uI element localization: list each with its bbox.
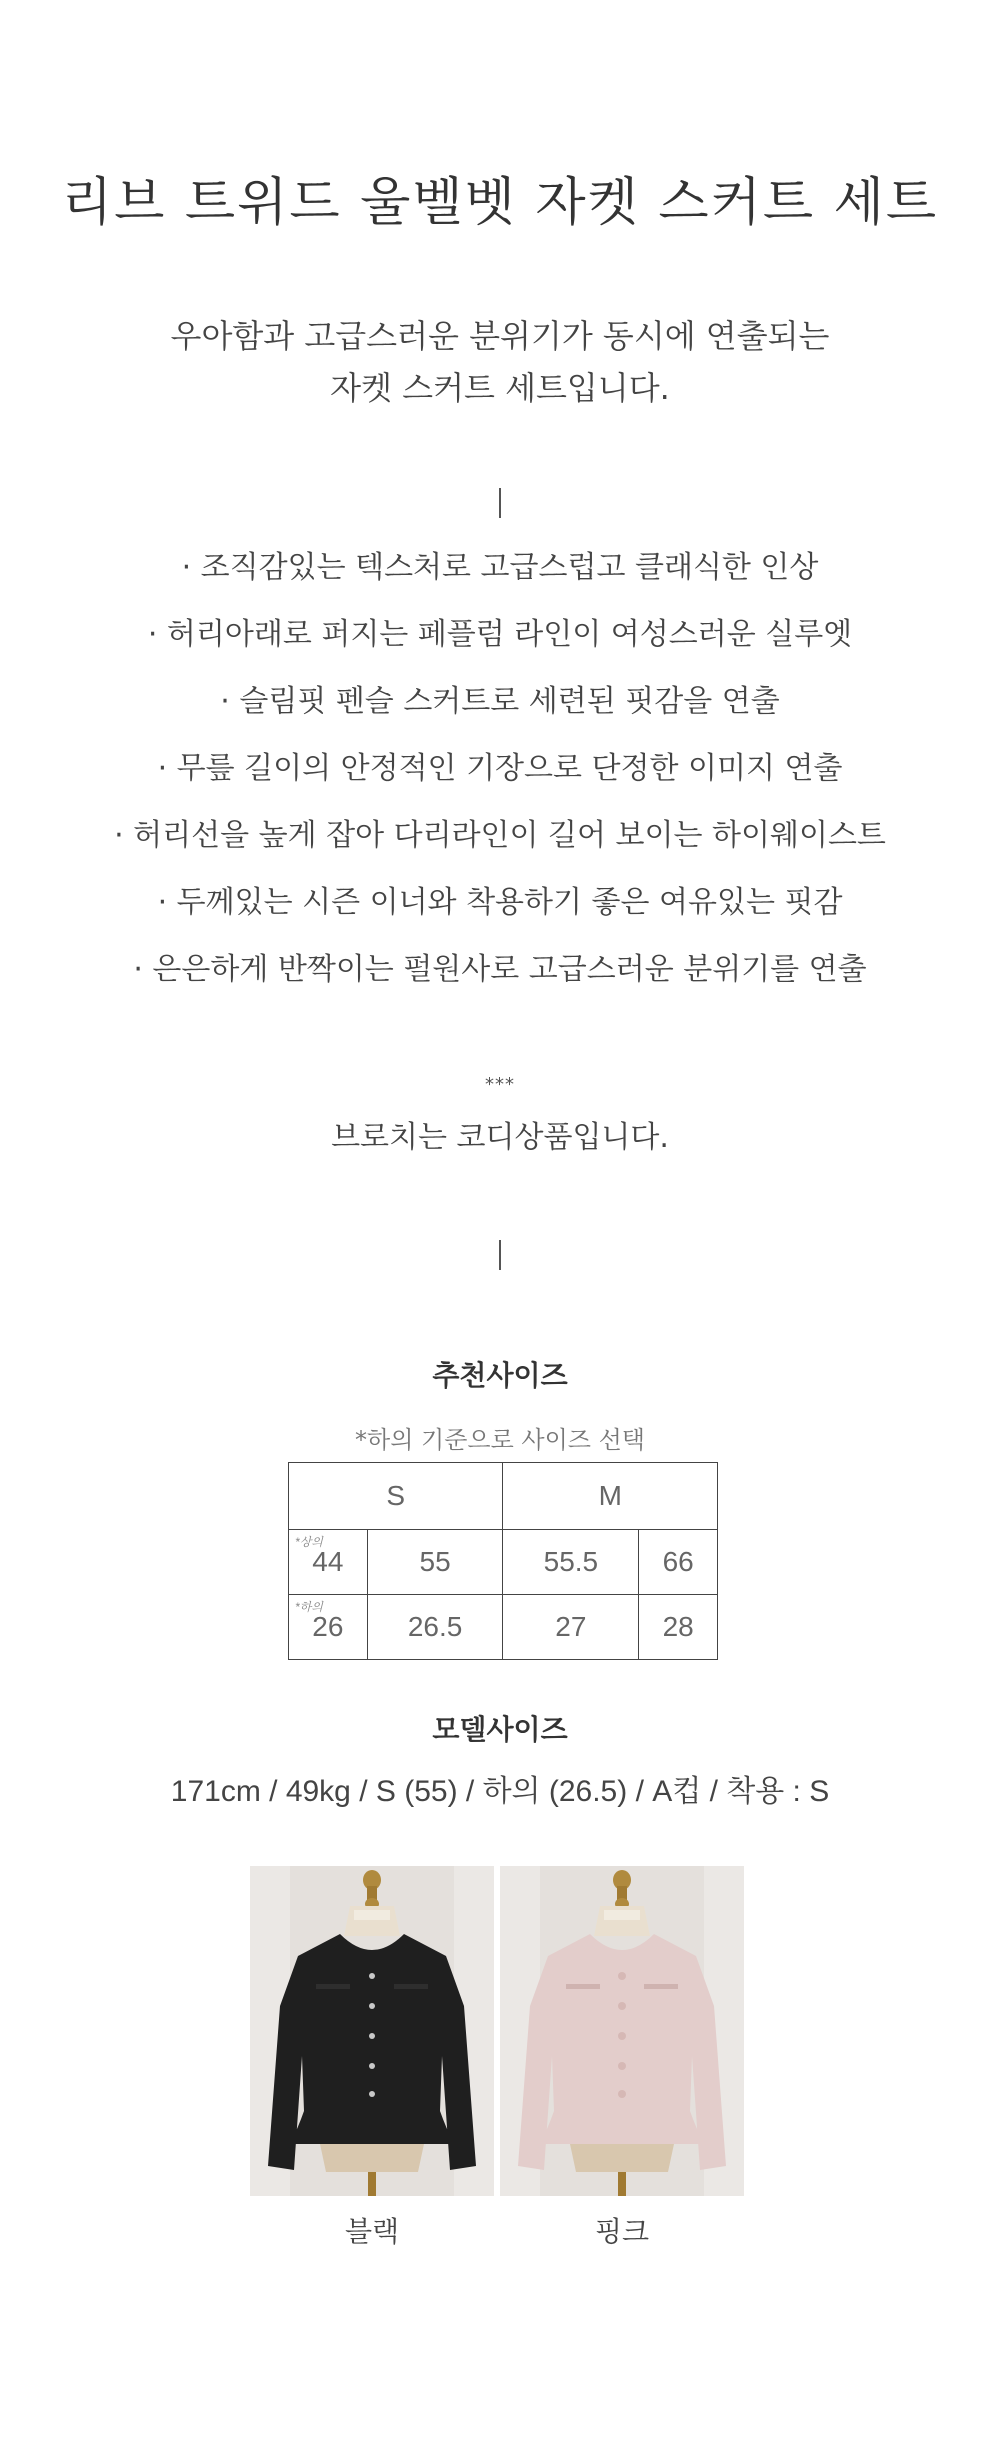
jacket-pink-illustration — [500, 1866, 744, 2196]
model-size-title: 모델사이즈 — [432, 1713, 568, 1746]
feature-list — [0, 534, 1000, 1003]
feature-item: · 은은하게 반짝이는 펄원사로 고급스러운 분위기를 연출 — [133, 952, 867, 987]
jacket-body — [268, 1934, 476, 2170]
feature-item: · 허리선을 높게 잡아 다리라인이 길어 보이는 하이웨이스트 — [114, 818, 886, 853]
product-intro — [0, 310, 1000, 414]
feature-item: · 조직감있는 텍스처로 고급스럽고 클래식한 인상 — [181, 550, 819, 585]
size-cell — [289, 1595, 368, 1660]
product-title: 리브 트위드 울벨벳 자켓 스커트 세트 — [61, 173, 939, 233]
product-photo-black[interactable] — [250, 1866, 494, 2196]
recommended-size-note: *하의 기준으로 사이즈 선택 — [355, 1426, 645, 1454]
divider-bar-1 — [499, 488, 501, 518]
size-cell: 55 — [367, 1530, 503, 1595]
size-cell — [289, 1530, 368, 1595]
jacket-black-illustration — [250, 1866, 494, 2196]
jacket-body — [518, 1934, 726, 2170]
color-label-pink: 핑크 — [594, 2215, 650, 2248]
size-header-s: S — [289, 1463, 503, 1530]
top-size-tag: *상의 — [295, 1535, 323, 1549]
size-cell: 26.5 — [367, 1595, 503, 1660]
size-table — [288, 1462, 718, 1660]
size-cell: 66 — [639, 1530, 718, 1595]
size-value: 44 — [312, 1546, 344, 1577]
bottom-size-tag: *하의 — [295, 1600, 323, 1614]
intro-line-2: 자켓 스커트 세트입니다. — [330, 369, 670, 407]
feature-item: · 슬림핏 펜슬 스커트로 세련된 핏감을 연출 — [220, 684, 780, 719]
color-label-black: 블랙 — [344, 2215, 400, 2248]
size-cell: 28 — [639, 1595, 718, 1660]
table-row — [289, 1595, 718, 1660]
feature-item: · 무릎 길이의 안정적인 기장으로 단정한 이미지 연출 — [157, 751, 843, 786]
size-cell: 27 — [503, 1595, 639, 1660]
table-row — [289, 1530, 718, 1595]
model-size-info: 171cm / 49kg / S (55) / 하의 (26.5) / A컵 / 착용 : S — [170, 1775, 830, 1808]
divider-stars: *** — [485, 1074, 515, 1095]
feature-item: · 허리아래로 퍼지는 페플럼 라인이 여성스러운 실루엣 — [147, 617, 853, 652]
intro-line-1: 우아함과 고급스러운 분위기가 동시에 연출되는 — [170, 317, 830, 355]
brooch-note: 브로치는 코디상품입니다. — [331, 1120, 669, 1155]
size-cell: 55.5 — [503, 1530, 639, 1595]
feature-item: · 두께있는 시즌 이너와 착용하기 좋은 여유있는 핏감 — [157, 885, 843, 920]
product-photo-pink[interactable] — [500, 1866, 744, 2196]
size-value: 26 — [312, 1611, 344, 1642]
divider-bar-2 — [499, 1240, 501, 1270]
size-header-m: M — [503, 1463, 718, 1530]
recommended-size-title: 추천사이즈 — [432, 1359, 568, 1392]
